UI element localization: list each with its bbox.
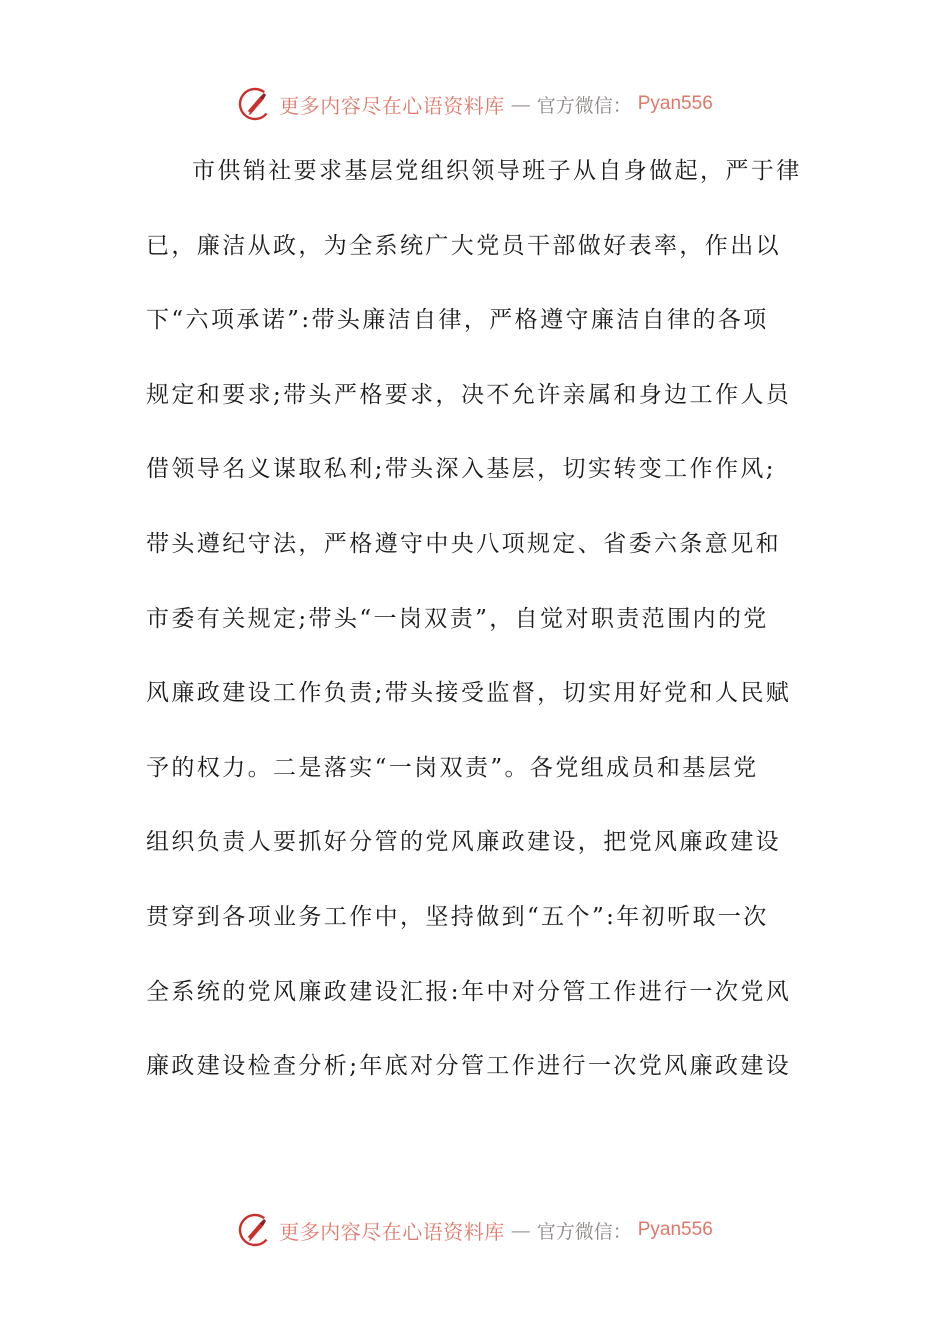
body-line: 市供销社要求基层党组织领导班子从自身做起，严于律: [192, 158, 802, 184]
body-line: 组织负责人要抓好分管的党风廉政建设，把党风廉政建设: [146, 829, 781, 856]
watermark-wechat-id: Pyan556: [637, 93, 713, 114]
body-line: 借领导名义谋取私利;带头深入基层，切实转变工作作风;: [146, 456, 776, 483]
body-line: 规定和要求;带头严格要求，决不允许亲属和身边工作人员: [146, 381, 792, 408]
body-line: 带头遵纪守法，严格遵守中央八项规定、省委六条意见和: [146, 530, 781, 557]
body-line: 全系统的党风廉政建设汇报:年中对分管工作进行一次党风: [146, 978, 792, 1005]
body-line: 已，廉洁从政，为全系统广大党员干部做好表率，作出以: [146, 232, 781, 259]
body-line: 下“六项承诺”:带头廉洁自律，严格遵守廉洁自律的各项: [146, 307, 769, 334]
watermark-brand-text: 更多内容尽在心语资料库: [279, 93, 505, 118]
body-line: 廉政建设检查分析;年底对分管工作进行一次党风廉政建设: [146, 1053, 792, 1080]
header-watermark: [0, 84, 950, 124]
watermark-brand-text: 更多内容尽在心语资料库: [279, 1219, 505, 1244]
watermark-wechat-id: Pyan556: [637, 1219, 713, 1240]
watermark-wechat-label: 官方微信：: [536, 94, 632, 117]
document-body: [146, 146, 806, 1116]
body-line: 市委有关规定;带头“一岗双责”，自觉对职责范围内的党: [146, 605, 769, 632]
watermark-separator: —: [510, 1218, 531, 1242]
body-line: 贯穿到各项业务工作中，坚持做到“五个”:年初听取一次: [146, 903, 769, 930]
watermark-wechat-label: 官方微信：: [536, 1220, 632, 1243]
pen-nib-logo-icon: [237, 86, 273, 122]
footer-watermark: [0, 1210, 950, 1250]
body-line: 予的权力。二是落实“一岗双责”。各党组成员和基层党: [146, 754, 759, 781]
pen-nib-logo-icon: [237, 1212, 273, 1248]
body-line: 风廉政建设工作负责;带头接受监督，切实用好党和人民赋: [146, 680, 792, 707]
watermark-separator: —: [510, 92, 531, 116]
